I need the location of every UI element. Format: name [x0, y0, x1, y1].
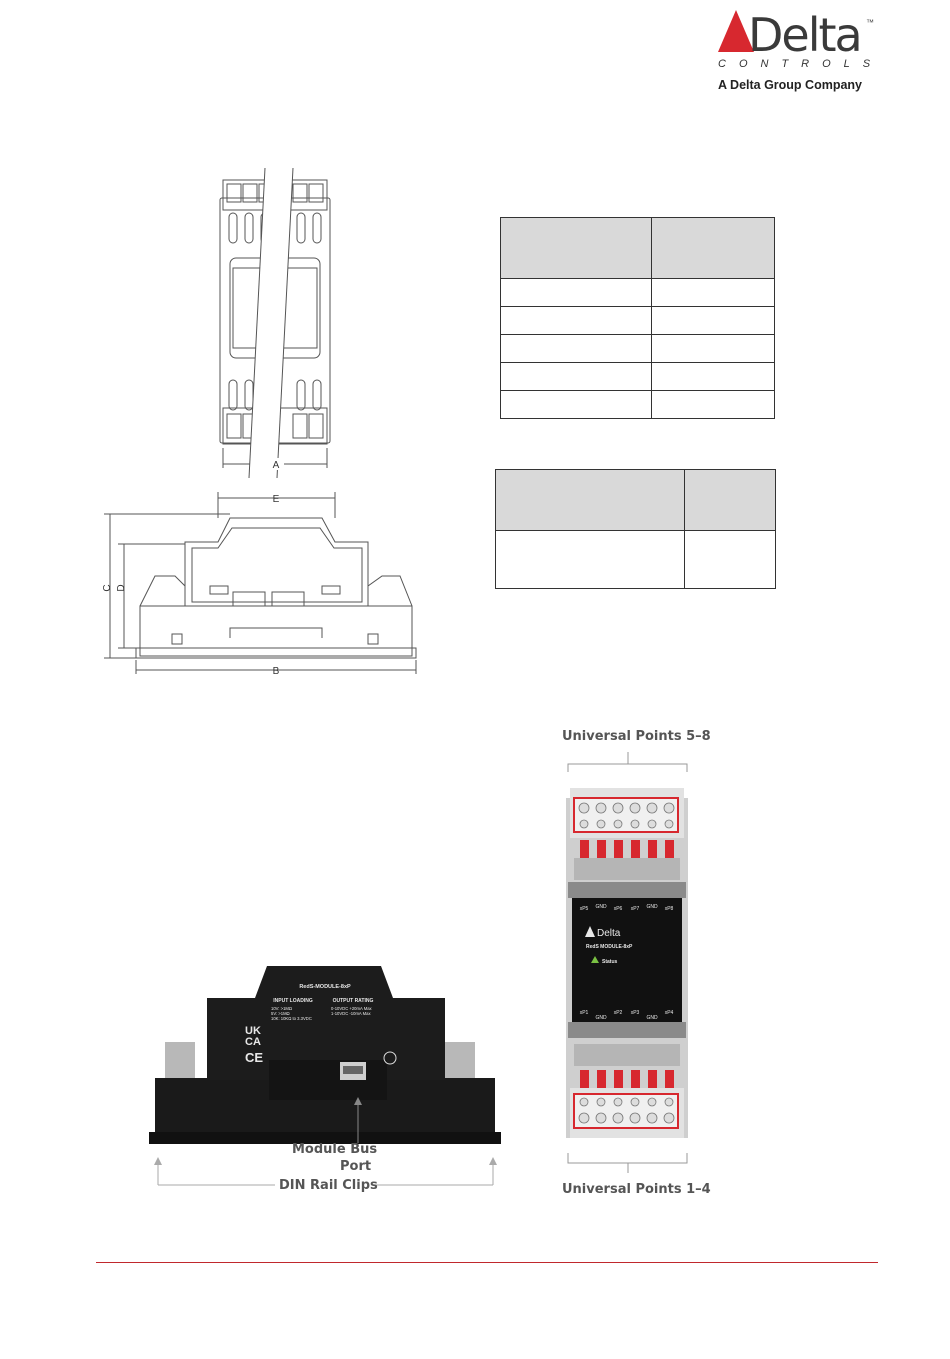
- table-cell: [501, 363, 652, 391]
- table-cell: [496, 531, 685, 589]
- face-model: RedS MODULE-8xP: [586, 944, 633, 950]
- dimension-label-e: E: [272, 494, 280, 505]
- table-row: [501, 363, 775, 391]
- terminal-label: GND: [595, 1015, 607, 1021]
- table-header-cell: [501, 218, 652, 279]
- dimension-label-d: D: [116, 584, 127, 592]
- footer-divider: [96, 1262, 878, 1263]
- input-line: 5V: >1MΩ: [271, 1011, 290, 1016]
- module-bus-port-label: Port: [340, 1159, 372, 1174]
- module-front-photo: [560, 748, 695, 1173]
- terminal-label: xP1: [579, 1010, 589, 1016]
- input-line: 10K: 10KΩ to 3.3VDC: [271, 1016, 312, 1021]
- terminal-label: xP2: [613, 1010, 623, 1016]
- table-cell: [501, 307, 652, 335]
- terminal-label: xP5: [579, 906, 589, 912]
- table-cell: [652, 391, 775, 419]
- table-cell: [652, 363, 775, 391]
- front-view-drawing: [215, 168, 340, 478]
- terminal-label: GND: [646, 904, 658, 910]
- terminal-label: xP6: [613, 906, 623, 912]
- terminal-label: xP4: [664, 1010, 674, 1016]
- dimension-label-a: A: [272, 460, 280, 471]
- ukca-mark: CA: [245, 1036, 261, 1048]
- logo-trademark: ™: [866, 18, 874, 27]
- delta-controls-logo: [716, 8, 884, 98]
- output-line: 0-10VDC +20mA Max: [331, 1006, 372, 1011]
- table-header-cell: [652, 218, 775, 279]
- terminal-label: xP8: [664, 906, 674, 912]
- table-header-row: [496, 470, 776, 531]
- face-brand: Delta: [597, 928, 621, 939]
- side-model-text: RedS-MODULE-8xP: [299, 984, 351, 990]
- table-row: [501, 279, 775, 307]
- terminal-label: GND: [595, 904, 607, 910]
- status-label: Status: [602, 959, 618, 965]
- table-cell: [501, 335, 652, 363]
- universal-points-5-8-label: Universal Points 5–8: [562, 729, 711, 744]
- weight-table: [495, 469, 776, 589]
- side-view-drawing: [100, 488, 420, 678]
- input-line: 10V: >1MΩ: [271, 1006, 293, 1011]
- terminal-label: GND: [646, 1015, 658, 1021]
- ce-mark: CE: [245, 1050, 264, 1065]
- din-rail-clips-label: DIN Rail Clips: [279, 1178, 378, 1193]
- table-cell: [501, 391, 652, 419]
- logo-parent-company: A Delta Group Company: [718, 78, 862, 92]
- output-rating-heading: OUTPUT RATING: [332, 998, 374, 1004]
- table-cell: [501, 279, 652, 307]
- dimension-label-c: C: [102, 584, 113, 592]
- terminal-label: xP3: [630, 1010, 640, 1016]
- table-header-row: [501, 218, 775, 279]
- logo-tagline: CONTROLS: [718, 58, 884, 70]
- ukca-mark: UK: [245, 1025, 261, 1037]
- dimensions-table: [500, 217, 775, 419]
- table-cell: [685, 531, 776, 589]
- universal-points-1-4-label: Universal Points 1–4: [562, 1182, 711, 1197]
- terminal-label: xP7: [630, 906, 640, 912]
- output-line: 1-10VDC -10mA Max: [331, 1011, 371, 1016]
- table-header-cell: [496, 470, 685, 531]
- table-cell: [652, 279, 775, 307]
- table-cell: [652, 307, 775, 335]
- table-row: [501, 391, 775, 419]
- table-row: [496, 531, 776, 589]
- input-loading-heading: INPUT LOADING: [273, 998, 313, 1004]
- table-cell: [652, 335, 775, 363]
- dimension-label-b: B: [272, 666, 280, 677]
- table-header-cell: [685, 470, 776, 531]
- table-row: [501, 307, 775, 335]
- logo-wordmark: Delta: [748, 8, 861, 62]
- module-bus-label: Module Bus: [292, 1142, 378, 1157]
- table-row: [501, 335, 775, 363]
